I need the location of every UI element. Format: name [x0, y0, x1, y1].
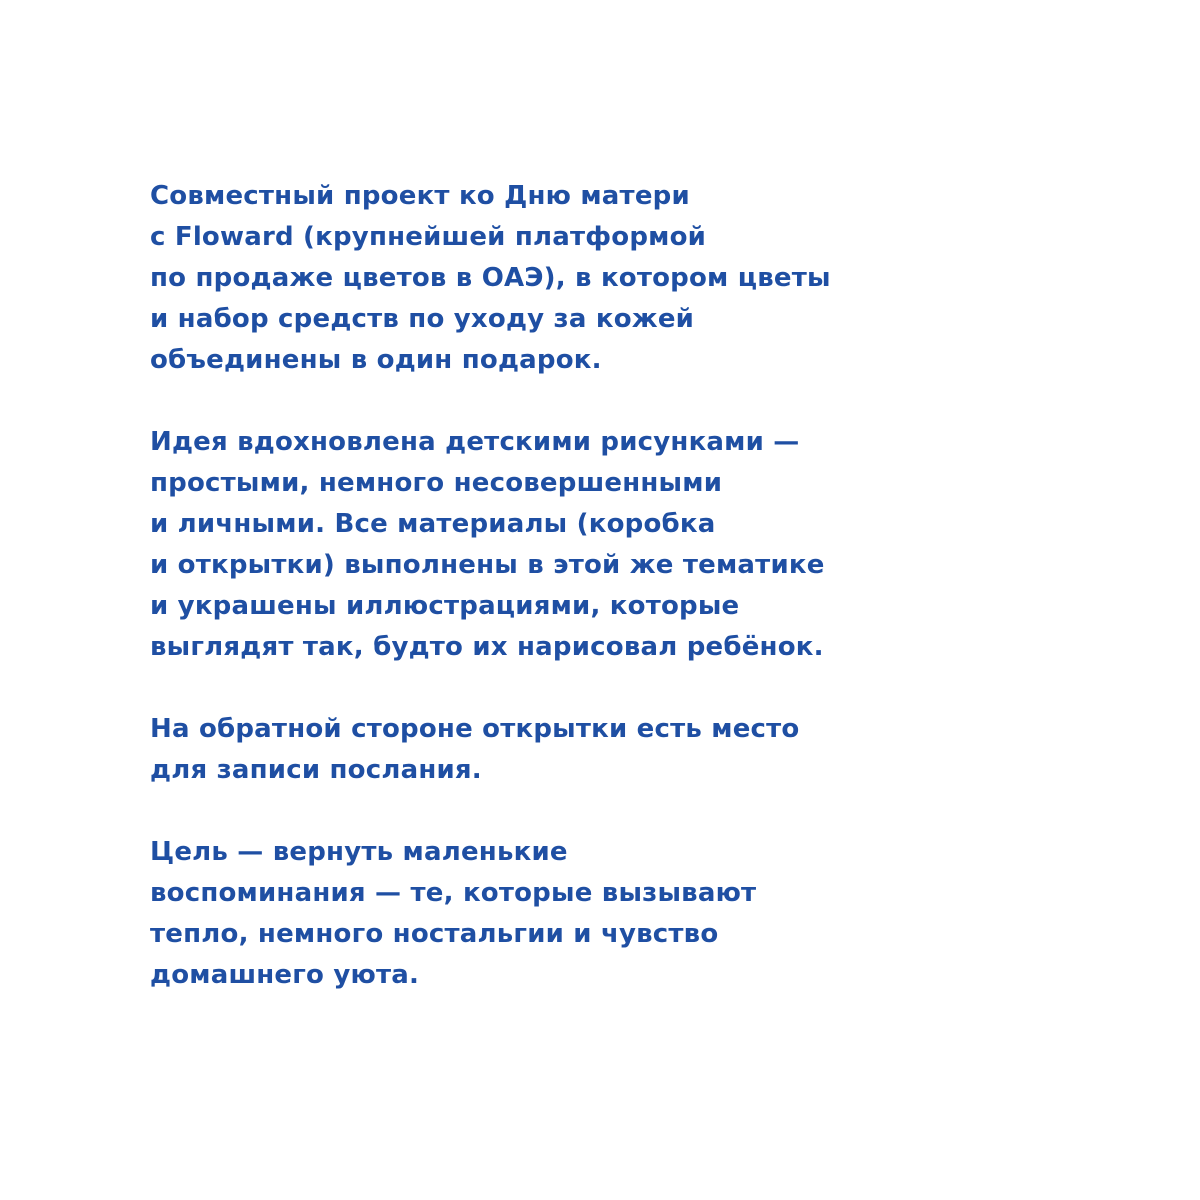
description-text — [150, 176, 1160, 1037]
text-line: Идея вдохновлена детскими рисунками — — [150, 427, 800, 457]
text-line: и личными. Все материалы (коробка — [150, 509, 716, 539]
text-line: для записи послания. — [150, 755, 482, 785]
text-line: простыми, немного несовершенными — [150, 468, 723, 498]
text-line: Совместный проект ко Дню матери — [150, 181, 690, 211]
paragraph-card-back — [150, 709, 1160, 791]
text-line: и открытки) выполнены в этой же тематике — [150, 550, 825, 580]
text-line: выглядят так, будто их нарисовал ребёнок. — [150, 632, 824, 662]
paragraph-idea — [150, 422, 1160, 668]
text-line: На обратной стороне открытки есть место — [150, 714, 800, 744]
text-line: тепло, немного ностальгии и чувство — [150, 919, 719, 949]
text-line: домашнего уюта. — [150, 960, 420, 990]
text-line: и украшены иллюстрациями, которые — [150, 591, 740, 621]
text-line: и набор средств по уходу за кожей — [150, 304, 695, 334]
paragraph-project — [150, 176, 1160, 381]
paragraph-goal — [150, 832, 1160, 996]
text-line: объединены в один подарок. — [150, 345, 602, 375]
text-line: по продаже цветов в ОАЭ), в котором цветы — [150, 263, 831, 293]
text-line: Цель — вернуть маленькие — [150, 837, 568, 867]
text-line: воспоминания — те, которые вызывают — [150, 878, 757, 908]
text-line: с Floward (крупнейшей платформой — [150, 222, 707, 252]
